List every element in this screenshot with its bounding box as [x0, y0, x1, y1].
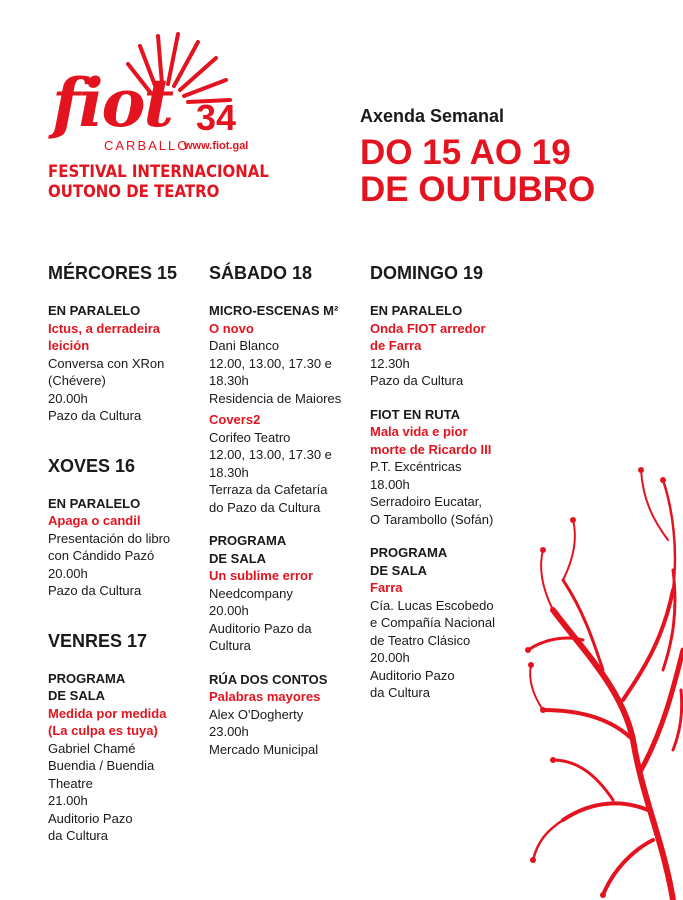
event-title: Un sublime error	[209, 568, 314, 583]
festival-line-2: OUTONO DE TEATRO	[48, 182, 220, 202]
event-time: 21.00h	[48, 793, 88, 808]
logo-city: CARBALLO	[104, 138, 190, 153]
coral-illustration-icon	[523, 440, 683, 900]
event-time: 20.00h	[370, 650, 410, 665]
event-venue: da Cultura	[48, 828, 108, 843]
event-venue: Residencia de Maiores	[209, 390, 342, 406]
event-title: Palabras mayores	[209, 689, 321, 704]
event-venue: Terraza da Cafetaría	[209, 482, 328, 497]
event	[48, 670, 208, 845]
event-title: de Farra	[370, 338, 422, 353]
event	[370, 302, 530, 390]
event	[209, 411, 369, 516]
event-venue: Auditorio Pazo da	[209, 620, 312, 636]
event-detail: P.T. Excéntricas	[370, 459, 462, 474]
event-category: PROGRAMA DE SALA	[370, 545, 447, 578]
schedule-column-2	[209, 262, 369, 774]
event-detail: Alex O'Dogherty	[209, 706, 304, 722]
event	[209, 302, 369, 407]
event-detail: Needcompany	[209, 585, 293, 601]
event-time: 20.00h	[48, 390, 88, 406]
event-venue: do Pazo da Cultura	[209, 499, 321, 515]
event	[209, 532, 369, 655]
event-venue: O Tarambollo (Sofán)	[370, 511, 494, 527]
event-time: 23.00h	[209, 724, 249, 739]
event-detail: Dani Blanco	[209, 338, 280, 353]
schedule-column-3	[370, 262, 530, 718]
schedule-column-1	[48, 262, 208, 861]
day-heading: XOVES 16	[48, 455, 136, 476]
title-line-2: DE OUTUBRO	[360, 170, 596, 209]
day-heading: VENRES 17	[48, 630, 148, 651]
event-detail: Conversa con XRon	[48, 355, 165, 371]
event-category: PROGRAMA DE SALA	[48, 670, 125, 703]
event-title: Medida por medida	[48, 705, 167, 721]
event-venue: Serradoiro Eucatar,	[370, 494, 483, 509]
event-title: Onda FIOT arredor	[370, 320, 486, 336]
festival-line-1: FESTIVAL INTERNACIONAL	[48, 162, 269, 182]
event-detail: Gabriel Chamé	[48, 740, 136, 756]
event	[370, 406, 530, 529]
event-category: EN PARALELO	[48, 303, 141, 318]
day-heading: MÉRCORES 15	[48, 263, 178, 283]
event-venue: da Cultura	[370, 685, 430, 700]
event-category: MICRO-ESCENAS M²	[209, 303, 339, 318]
event-time: 12.00, 13.00, 17.30 e	[209, 447, 332, 462]
agenda-kicker: Axenda Semanal	[360, 106, 505, 126]
event-category: FIOT EN RUTA	[370, 406, 461, 422]
festival-name	[48, 162, 269, 202]
event-title: Covers2	[209, 412, 261, 427]
event-title: Apaga o candil	[48, 513, 141, 528]
event-detail: con Cándido Pazó	[48, 548, 155, 563]
fiot-logo	[48, 28, 269, 218]
event-detail: (Chévere)	[48, 373, 106, 388]
event	[48, 302, 208, 425]
event-detail: Presentación do libro	[48, 530, 171, 546]
event-venue: Pazo da Cultura	[370, 373, 464, 388]
agenda-dates-title	[360, 134, 595, 208]
event-title: O novo	[209, 320, 254, 336]
event-time: 20.00h	[209, 603, 249, 618]
event-title: Ictus, a derradeira	[48, 320, 160, 336]
day-heading: SÁBADO 18	[209, 263, 313, 283]
event-title: morte de Ricardo III	[370, 441, 492, 457]
event-detail: Buendia / Buendia	[48, 758, 155, 773]
logo-wordmark: fiot	[52, 64, 172, 142]
event-title: Farra	[370, 580, 403, 595]
event-category: EN PARALELO	[370, 303, 463, 318]
event-time: 12.30h	[370, 355, 410, 371]
event-venue: Auditorio Pazo	[48, 810, 133, 826]
event-venue: Pazo da Cultura	[48, 408, 142, 423]
event-time: 18.30h	[209, 464, 249, 480]
event-category: PROGRAMA DE SALA	[209, 533, 286, 566]
event-category: EN PARALELO	[48, 495, 141, 511]
event-title: leición	[48, 338, 90, 353]
event-title: Mala vida e pior	[370, 424, 468, 439]
event-detail: de Teatro Clásico	[370, 632, 471, 648]
event-venue: Pazo da Cultura	[48, 583, 142, 598]
event-detail: Theatre	[48, 775, 93, 791]
event-detail: Corifeo Teatro	[209, 429, 291, 445]
event-title: (La culpa es tuya)	[48, 723, 158, 738]
day-heading: DOMINGO 19	[370, 263, 484, 283]
event	[370, 544, 530, 702]
event-detail: Cía. Lucas Escobedo	[370, 597, 494, 613]
event	[48, 495, 208, 600]
event-time: 20.00h	[48, 565, 88, 581]
event-time: 18.00h	[370, 476, 410, 492]
event-time: 18.30h	[209, 373, 249, 388]
event	[209, 671, 369, 759]
title-line-1: DO 15 AO 19	[360, 133, 571, 172]
event-venue: Cultura	[209, 638, 251, 653]
event-detail: e Compañía Nacional	[370, 615, 496, 630]
event-venue: Mercado Municipal	[209, 741, 319, 757]
edition-number: 34	[196, 97, 237, 138]
logo-url: www.fiot.gal	[184, 140, 249, 152]
event-category: RÚA DOS CONTOS	[209, 671, 328, 687]
event-time: 12.00, 13.00, 17.30 e	[209, 355, 332, 371]
event-venue: Auditorio Pazo	[370, 667, 455, 683]
